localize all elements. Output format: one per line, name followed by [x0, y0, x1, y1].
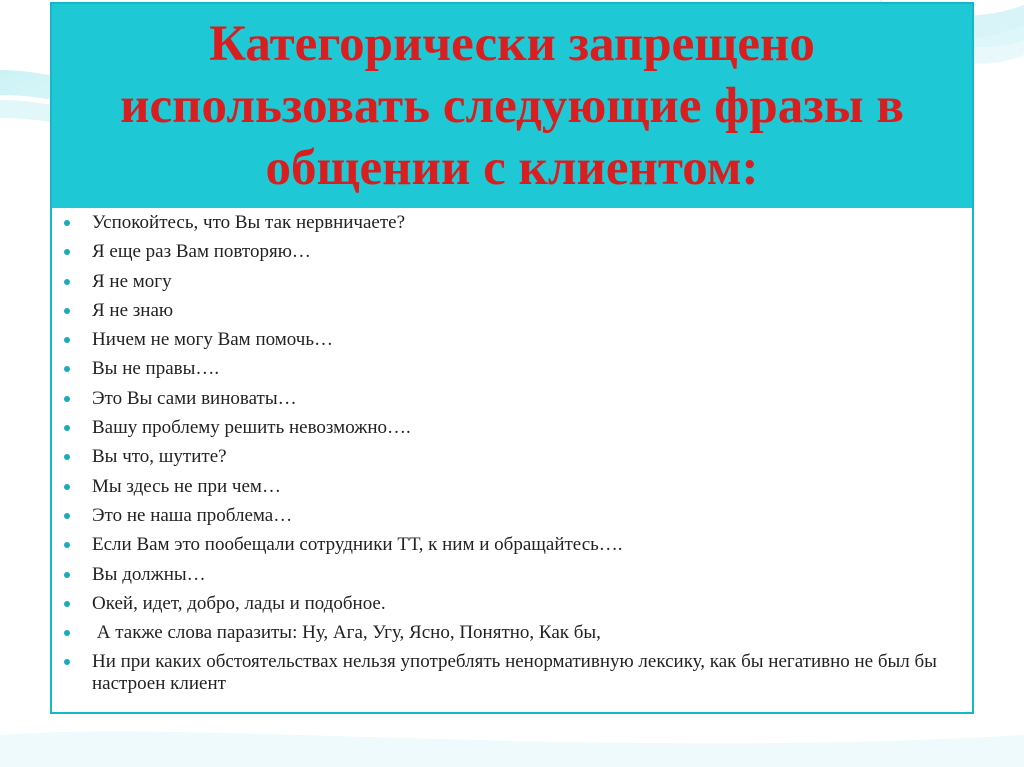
list-item: [62, 329, 962, 351]
list-item-text: Ничем не могу Вам помочь…: [92, 329, 334, 351]
list-item-text: Я не знаю: [92, 299, 174, 321]
list-item: [62, 300, 962, 322]
list-item: [62, 358, 962, 380]
list-item-text: Ни при каких обстоятельствах нельзя употреблять ненормативную лексику, как бы негативно не был бы настроен клиент: [92, 651, 937, 695]
bullet-icon: [64, 308, 70, 314]
bullet-icon: [64, 572, 70, 578]
list-item: [62, 622, 962, 644]
list-item-text: Я еще раз Вам повторяю…: [92, 241, 311, 263]
list-item: [62, 564, 962, 586]
bullet-icon: [64, 249, 70, 255]
list-item-text: Я не могу: [92, 270, 172, 292]
list-item: [62, 388, 962, 410]
list-item-text: Вы должны…: [92, 563, 206, 585]
title-band: [52, 4, 972, 208]
bullet-icon: [64, 337, 70, 343]
list-item-text: А также слова паразиты: Ну, Ага, Угу, Ясно, Понятно, Как бы,: [92, 622, 601, 644]
bullet-icon: [64, 454, 70, 460]
list-item: [62, 505, 962, 527]
list-item-text: Вы что, шутите?: [92, 446, 227, 468]
list-item: [62, 271, 962, 293]
list-item: [62, 593, 962, 615]
list-item-text: Это Вы сами виноваты…: [92, 387, 297, 409]
list-item: [62, 212, 962, 234]
bullet-icon: [64, 630, 70, 636]
bullet-icon: [64, 425, 70, 431]
bullet-icon: [64, 279, 70, 285]
bullet-icon: [64, 484, 70, 490]
phrase-list-area: [62, 212, 962, 703]
list-item: [62, 417, 962, 439]
list-item: [62, 651, 962, 695]
bullet-icon: [64, 513, 70, 519]
list-item-text: Это не наша проблема…: [92, 504, 293, 526]
phrase-list: [62, 212, 962, 695]
bullet-icon: [64, 659, 70, 665]
list-item-text: Если Вам это пообещали сотрудники ТТ, к ним и обращайтесь….: [92, 534, 623, 556]
list-item-text: Успокойтесь, что Вы так нервничаете?: [92, 212, 406, 233]
list-item: [62, 476, 962, 498]
bullet-icon: [64, 396, 70, 402]
list-item-text: Окей, идет, добро, лады и подобное.: [92, 592, 386, 614]
list-item: [62, 534, 962, 556]
list-item: [62, 241, 962, 263]
bullet-icon: [64, 366, 70, 372]
bullet-icon: [64, 601, 70, 607]
slide-title: Категорически запрещено использовать следующие фразы в общении с клиентом:: [120, 16, 904, 196]
bullet-icon: [64, 542, 70, 548]
list-item-text: Вы не правы….: [92, 358, 220, 380]
bullet-icon: [64, 220, 70, 226]
slide-content-box: [50, 2, 974, 714]
list-item-text: Мы здесь не при чем…: [92, 475, 281, 497]
list-item-text: Вашу проблему решить невозможно….: [92, 417, 411, 439]
list-item: [62, 446, 962, 468]
